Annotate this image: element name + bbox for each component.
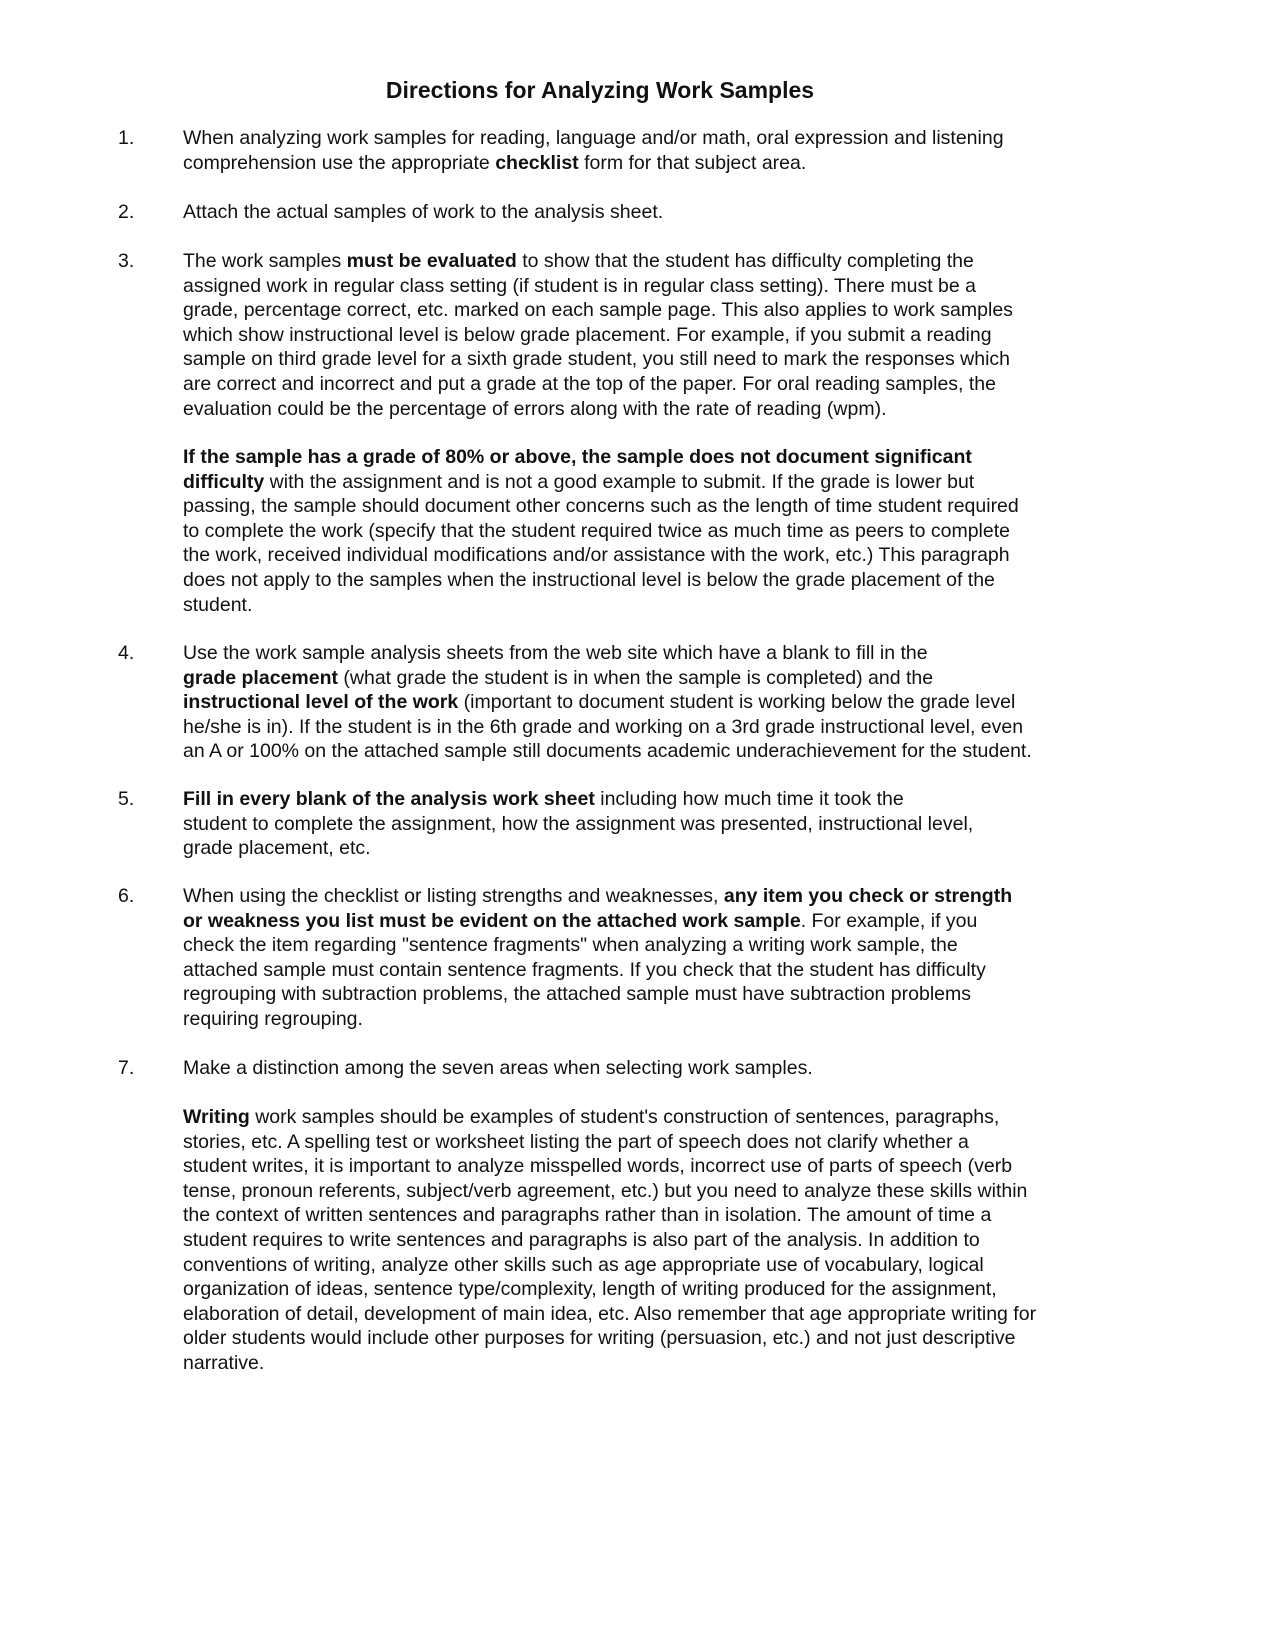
- item-number: 2.: [118, 201, 135, 223]
- text-line: Attach the actual samples of work to the analysis sheet.: [183, 201, 664, 223]
- text-line: attached sample must contain sentence fragments. If you check that the student has difficulty: [183, 958, 986, 981]
- text-line: the context of written sentences and paragraphs rather than in isolation. The amount of time a: [183, 1204, 992, 1227]
- item-number: 5.: [118, 788, 135, 810]
- text-line: to complete the work (specify that the student required twice as much time as peers to complete: [183, 519, 1010, 542]
- item-number: 3.: [118, 250, 135, 272]
- text-line: comprehension use the appropriate checklist form for that subject area.: [183, 151, 807, 174]
- text-line: student writes, it is important to analyze misspelled words, incorrect use of parts of speech (verb: [183, 1155, 1013, 1178]
- text-line: Writing work samples should be examples of student's construction of sentences, paragraphs,: [183, 1106, 1000, 1128]
- text-line: Use the work sample analysis sheets from the web site which have a blank to fill in the: [183, 642, 928, 664]
- text-line: When analyzing work samples for reading, language and/or math, oral expression and listening: [183, 127, 1004, 149]
- text-line: check the item regarding "sentence fragments" when analyzing a writing work sample, the: [183, 934, 958, 957]
- text-line: which show instructional level is below grade placement. For example, if you submit a reading: [183, 323, 992, 346]
- text-line: organization of ideas, sentence type/complexity, length of writing produced for the assignment,: [183, 1278, 997, 1301]
- text-line: student.: [183, 593, 253, 616]
- text-line: student requires to write sentences and paragraphs is also part of the analysis. In addition to: [183, 1229, 980, 1251]
- text-line: grade placement, etc.: [183, 837, 371, 860]
- text-line: conventions of writing, analyze other skills such as age appropriate use of vocabulary, logical: [183, 1253, 984, 1276]
- item-number: 1.: [118, 127, 135, 149]
- text-line: sample on third grade level for a sixth grade student, you still need to mark the responses which: [183, 348, 1011, 371]
- text-line: Fill in every blank of the analysis work sheet including how much time it took the: [183, 788, 904, 810]
- text-line: evaluation could be the percentage of errors along with the rate of reading (wpm).: [183, 397, 887, 420]
- text-line: assigned work in regular class setting (if student is in regular class setting). There must be a: [183, 274, 977, 297]
- page-title: Directions for Analyzing Work Samples: [385, 77, 815, 103]
- text-line: tense, pronoun referents, subject/verb agreement, etc.) but you need to analyze these skills within: [183, 1179, 1028, 1202]
- text-line: passing, the sample should document other concerns such as the length of time student required: [183, 495, 1019, 518]
- text-line: elaboration of detail, development of main idea, etc. Also remember that age appropriate writing for: [183, 1302, 1037, 1325]
- text-line: the work, received individual modifications and/or assistance with the work, etc.) This paragraph: [183, 544, 1010, 567]
- text-line: regrouping with subtraction problems, the attached sample must have subtraction problems: [183, 983, 971, 1006]
- item-number: 6.: [118, 885, 135, 907]
- text-line: does not apply to the samples when the instructional level is below the grade placement of the: [183, 569, 995, 591]
- item-number: 7.: [118, 1057, 135, 1079]
- item-number: 4.: [118, 642, 135, 664]
- text-line: requiring regrouping.: [183, 1008, 363, 1030]
- text-line: stories, etc. A spelling test or worksheet listing the part of speech does not clarify whether a: [183, 1130, 969, 1153]
- text-line: older students would include other purposes for writing (persuasion, etc.) and not just descriptive: [183, 1327, 1016, 1350]
- text-line: narrative.: [183, 1352, 265, 1374]
- text-line: student to complete the assignment, how the assignment was presented, instructional level,: [183, 812, 974, 835]
- text-line: difficulty with the assignment and is not a good example to submit. If the grade is lower but: [183, 470, 975, 493]
- text-line: or weakness you list must be evident on the attached work sample. For example, if you: [183, 909, 978, 932]
- text-line: instructional level of the work (important to document student is working below the grade level: [183, 691, 1016, 714]
- text-line: Make a distinction among the seven areas when selecting work samples.: [183, 1057, 813, 1079]
- text-line: grade placement (what grade the student is in when the sample is completed) and the: [183, 666, 934, 689]
- text-line: grade, percentage correct, etc. marked on each sample page. This also applies to work samples: [183, 299, 1013, 322]
- text-line: he/she is in). If the student is in the 6th grade and working on a 3rd grade instructional level, even: [183, 715, 1024, 738]
- text-line: When using the checklist or listing strengths and weaknesses, any item you check or strength: [183, 885, 1013, 907]
- text-line: The work samples must be evaluated to show that the student has difficulty completing the: [183, 250, 974, 272]
- text-line: If the sample has a grade of 80% or above, the sample does not document significant: [183, 446, 972, 468]
- text-line: an A or 100% on the attached sample still documents academic underachievement for the student.: [183, 740, 1032, 763]
- text-line: are correct and incorrect and put a grade at the top of the paper. For oral reading samples, the: [183, 373, 996, 395]
